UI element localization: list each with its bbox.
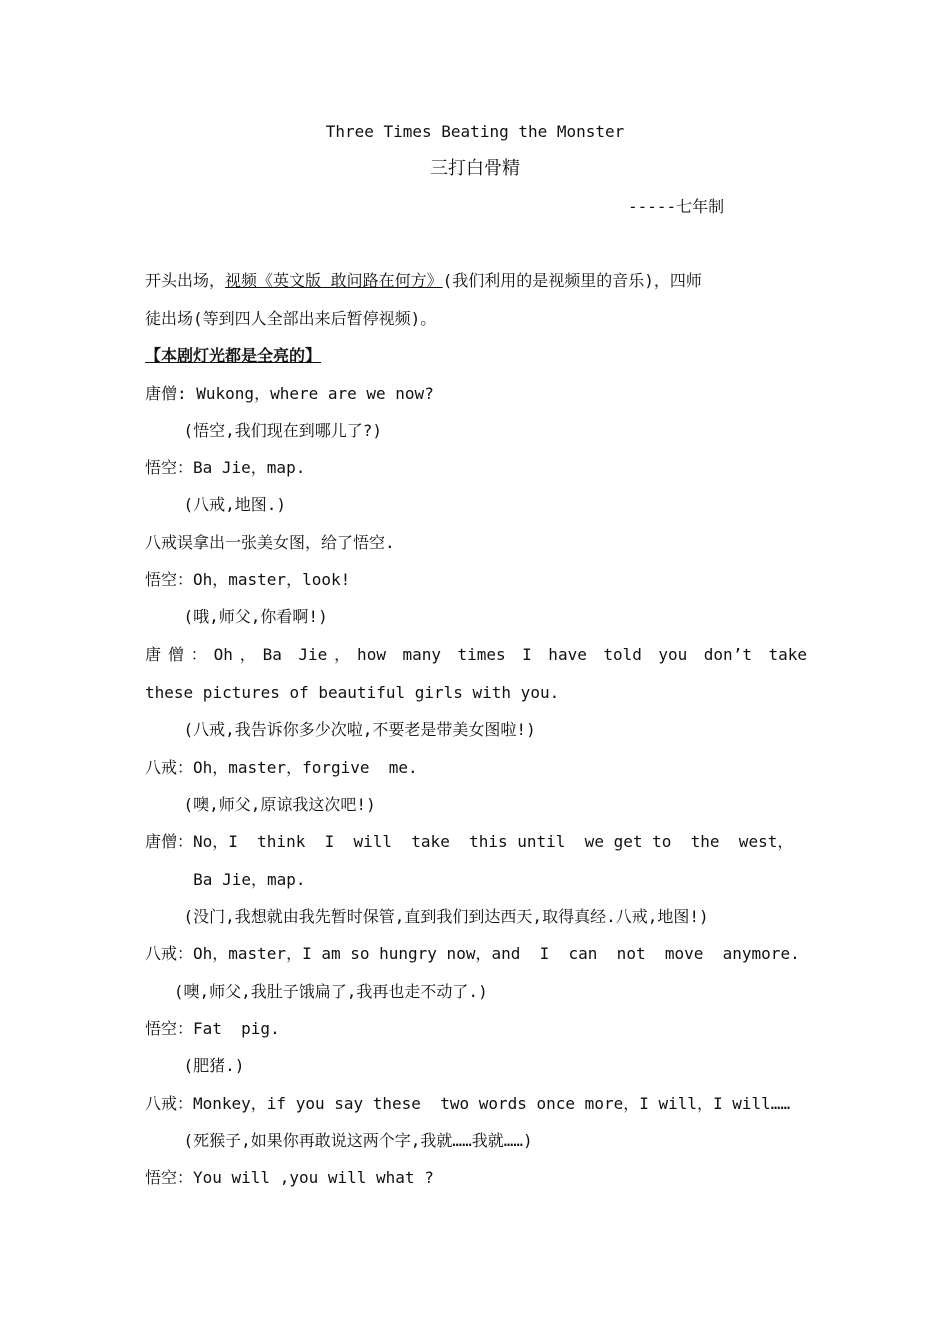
intro-line-1 <box>145 270 702 292</box>
script-line: 八戒：Oh，master，I am so hungry now，and I can not move anymore. <box>145 944 800 963</box>
script-line: 八戒误拿出一张美女图，给了悟空. <box>145 533 395 552</box>
script-line: (八戒,地图.) <box>145 495 287 514</box>
script-line: 悟空：Ba Jie，map. <box>145 458 306 477</box>
script-line: 唐僧：Oh，Ba Jie，how many times I have told you don’t take <box>145 645 807 664</box>
page-subtitle: 三打白骨精 <box>430 158 520 179</box>
script-line: 悟空：Oh，master，look! <box>145 570 351 589</box>
script-line: 八戒：Monkey，if you say these two words once more，I will，I will…… <box>145 1094 791 1113</box>
script-line: 悟空：You will ,you will what ? <box>145 1168 434 1187</box>
lighting-note: 【本剧灯光都是全亮的】 <box>145 346 322 365</box>
intro-line-2: 徒出场(等到四人全部出来后暂停视频)。 <box>145 309 437 328</box>
script-line: 八戒：Oh，master，forgive me. <box>145 758 418 777</box>
script-line: (噢,师父,我肚子饿扁了,我再也走不动了.) <box>145 982 488 1001</box>
script-line: 唐僧：No，I think I will take this until we get to the west， <box>145 832 794 851</box>
video-link[interactable]: 视频《英文版 敢问路在何方》 <box>225 271 443 290</box>
script-line: (哦,师父,你看啊!) <box>145 607 328 626</box>
script-line: (悟空,我们现在到哪儿了?) <box>145 421 383 440</box>
page-title: Three Times Beating the Monster <box>325 122 625 141</box>
intro-text-after-link: (我们利用的是视频里的音乐)，四师 <box>442 271 702 290</box>
author-line: -----七年制 <box>628 197 725 216</box>
script-line: Ba Jie，map. <box>145 870 306 889</box>
script-line: these pictures of beautiful girls with you. <box>145 683 560 702</box>
script-line: 唐僧: Wukong，where are we now? <box>145 384 434 403</box>
script-line: (噢,师父,原谅我这次吧!) <box>145 795 376 814</box>
script-line: (没门,我想就由我先暂时保管,直到我们到达西天,取得真经.八戒,地图!) <box>145 907 709 926</box>
intro-text-before-link: 开头出场， <box>145 271 226 290</box>
script-line: 悟空：Fat pig. <box>145 1019 280 1038</box>
script-line: (死猴子,如果你再敢说这两个字,我就……我就……) <box>145 1131 533 1150</box>
script-line: (肥猪.) <box>145 1056 245 1075</box>
script-line: (八戒,我告诉你多少次啦,不要老是带美女图啦!) <box>145 720 536 739</box>
